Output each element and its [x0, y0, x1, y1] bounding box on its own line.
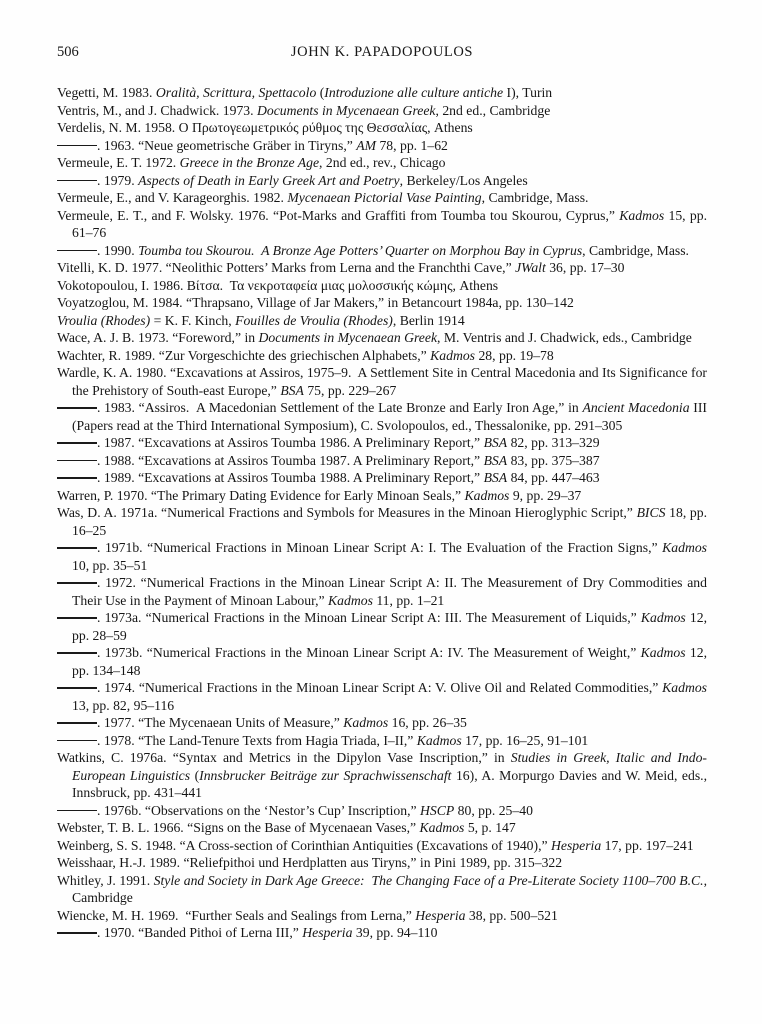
entry-text: 75, pp. 229–267 [303, 382, 397, 398]
entry-title-italic: Kadmos [640, 645, 686, 660]
entry-text: ( [190, 767, 200, 783]
bibliography-entry [57, 242, 707, 260]
entry-text: Vitelli, K. D. 1977. “Neolithic Potters’ Marks from Lerna and the Franchthi Cave,” [57, 260, 516, 275]
entry-title-italic: Ancient Macedonia [582, 400, 690, 415]
repeated-author-dash [57, 407, 97, 409]
repeated-author-dash [57, 740, 97, 742]
entry-title-italic: Kadmos [343, 715, 389, 730]
entry-text: Wiencke, M. H. 1969. “Further Seals and Sealings from Lerna,” [57, 907, 416, 923]
entry-text: . 1979. [97, 172, 139, 188]
entry-title-italic: Kadmos [619, 207, 665, 223]
bibliography-entry [57, 469, 707, 487]
bibliography-entry [57, 119, 707, 137]
repeated-author-dash [57, 250, 97, 252]
entry-title-italic: Hesperia [302, 925, 353, 940]
bibliography-entry [57, 487, 707, 505]
entry-title-italic: Fouilles de Vroulia (Rhodes) [235, 312, 393, 328]
repeated-author-dash [57, 145, 97, 147]
bibliography-entry [57, 102, 707, 120]
repeated-author-dash [57, 582, 97, 584]
entry-text: , 2nd ed., Cambridge [435, 102, 551, 118]
entry-title-italic: Greece in the Bronze Age [179, 155, 320, 170]
bibliography-entry [57, 434, 707, 452]
entry-text: 17, pp. 16–25, 91–101 [461, 732, 589, 748]
bibliography-entry [57, 504, 707, 539]
entry-text: Weinberg, S. S. 1948. “A Cross-section of Corinthian Antiquities (Excavations of 1940),” [57, 837, 551, 853]
entry-title-italic: JWalt [515, 260, 546, 275]
entry-text: . 1978. “The Land-Tenure Texts from Hagia Triada, I–II,” [97, 732, 417, 748]
entry-text: 36, pp. 17–30 [545, 260, 625, 275]
bibliography-entry [57, 609, 707, 644]
entry-text: 39, pp. 94–110 [352, 925, 438, 940]
entry-text: , Berkeley/Los Angeles [399, 172, 528, 188]
entry-title-italic: HSCP [420, 802, 455, 818]
repeated-author-dash [57, 547, 97, 549]
entry-text: 12, pp. 134–148 [72, 645, 707, 678]
repeated-author-dash [57, 722, 97, 724]
entry-text: 82, pp. 313–329 [507, 435, 600, 450]
entry-text: 13, pp. 82, 95–116 [72, 697, 175, 713]
bibliography-entry [57, 172, 707, 190]
bibliography-entry [57, 329, 707, 347]
entry-text: , Cambridge, Mass. [481, 190, 589, 205]
entry-title-italic: Kadmos [419, 820, 465, 835]
bibliography-entry [57, 347, 707, 365]
entry-text: , M. Ventris and J. Chadwick, eds., Cambridge [437, 330, 692, 345]
entry-text: 16, pp. 26–35 [388, 715, 467, 730]
entry-title-italic: Style and Society in Dark Age Greece: The Changing Face of a Pre-Literate Society 1100–700 B.C. [153, 872, 704, 888]
entry-text: 84, pp. 447–463 [507, 470, 600, 485]
entry-text: 10, pp. 35–51 [72, 557, 148, 573]
bibliography-entry [57, 154, 707, 172]
entry-text: 38, pp. 500–521 [465, 907, 558, 923]
bibliography-entry [57, 679, 707, 714]
entry-text: 18, pp. 16–25 [72, 505, 708, 538]
entry-title-italic: Mycenaean Pictorial Vase Painting [287, 190, 482, 205]
entry-text: 5, p. 147 [464, 820, 516, 835]
entry-title-italic: Kadmos [430, 347, 476, 363]
entry-text: Vermeule, E., and V. Karageorghis. 1982. [57, 190, 288, 205]
entry-title-italic: Kadmos [662, 680, 707, 695]
entry-title-italic: Aspects of Death in Early Greek Art and Poetry [138, 172, 400, 188]
bibliography-entry [57, 714, 707, 732]
bibliography-entry [57, 189, 707, 207]
entry-text: . 1974. “Numerical Fractions in the Minoan Linear Script A: V. Olive Oil and Related Commodities,” [97, 680, 663, 695]
entry-title-italic: BSA [483, 435, 508, 450]
bibliography-entry [57, 732, 707, 750]
entry-title-italic: Oralità, Scrittura, Spettacolo [155, 85, 317, 100]
entry-title-italic: Documents in Mycenaean Greek [258, 330, 438, 345]
entry-text: Vermeule, E. T., and F. Wolsky. 1976. “Pot-Marks and Graffiti from Toumba tou Skourou, Cyprus,” [57, 207, 620, 223]
entry-text: . 1972. “Numerical Fractions in the Minoan Linear Script A: II. The Measurement of Dry Commodities and Their Use in the Payment of Minoan Labour,” [72, 575, 707, 608]
entry-text: , 2nd ed., rev., Chicago [319, 155, 446, 170]
entry-text: Ventris, M., and J. Chadwick. 1973. [57, 102, 257, 118]
entry-text: , Berlin 1914 [392, 312, 465, 328]
page-header [57, 44, 707, 62]
page-number: 506 [57, 44, 79, 60]
entry-text: . 1963. “Neue geometrische Gräber in Tiryns,” [97, 137, 357, 153]
entry-text: . 1976b. “Observations on the ‘Nestor’s Cup’ Inscription,” [97, 802, 420, 818]
entry-title-italic: Kadmos [328, 592, 373, 608]
repeated-author-dash [57, 617, 97, 619]
repeated-author-dash [57, 810, 97, 812]
entry-text: 15, pp. 61–76 [72, 207, 708, 240]
entry-text: Wachter, R. 1989. “Zur Vorgeschichte des griechischen Alphabets,” [57, 347, 431, 363]
entry-text: , Cambridge [72, 872, 707, 905]
entry-text: Vegetti, M. 1983. [57, 85, 156, 100]
entry-text: Was, D. A. 1971a. “Numerical Fractions and Symbols for Measures in the Minoan Hieroglyphic Script,” [57, 505, 637, 520]
entry-text: Webster, T. B. L. 1966. “Signs on the Base of Mycenaean Vases,” [57, 820, 420, 835]
entry-title-italic: AM [356, 137, 377, 153]
entry-text: . 1990. [97, 242, 139, 258]
bibliography-entry [57, 539, 707, 574]
entry-text: Wardle, K. A. 1980. “Excavations at Assiros, 1975–9. A Settlement Site in Central Macedonia and Its Significance for the Prehistory of South-east Europe,” [57, 365, 707, 398]
entry-text: . 1983. “Assiros. A Macedonian Settlement of the Late Bronze and Early Iron Age,” in [97, 400, 583, 415]
entry-text: 80, pp. 25–40 [454, 802, 533, 818]
bibliography-entry [57, 802, 707, 820]
bibliography-entry [57, 84, 707, 102]
bibliography-entry [57, 749, 707, 802]
entry-title-italic: Kadmos [640, 610, 686, 625]
entry-text: . 1988. “Excavations at Assiros Toumba 1987. A Preliminary Report,” [97, 452, 484, 468]
bibliography-entry [57, 854, 707, 872]
entry-title-italic: BSA [483, 470, 508, 485]
bibliography-entry [57, 452, 707, 470]
entry-title-italic: BICS [636, 505, 666, 520]
entry-text: 9, pp. 29–37 [509, 487, 582, 503]
entry-text: . 1971b. “Numerical Fractions in Minoan Linear Script A: I. The Evaluation of the Fraction Signs,” [97, 540, 663, 555]
entry-title-italic: Hesperia [415, 907, 466, 923]
repeated-author-dash [57, 460, 97, 462]
bibliography-entry [57, 259, 707, 277]
entry-text: 11, pp. 1–21 [372, 592, 445, 608]
bibliography-entry [57, 574, 707, 609]
entry-text: . 1977. “The Mycenaean Units of Measure,” [97, 715, 344, 730]
entry-title-italic: Innsbrucker Beiträge zur Sprachwissenschaft [199, 767, 452, 783]
entry-text: = K. F. Kinch, [150, 312, 236, 328]
entry-text: Verdelis, N. M. 1958. Ο Πρωτογεωμετρικός ρύθμος της Θεσσαλίας, Athens [57, 120, 473, 135]
entry-text: . 1989. “Excavations at Assiros Toumba 1988. A Preliminary Report,” [97, 470, 484, 485]
entry-text: 16), A. Morpurgo Davies and W. Meid, eds., Innsbruck, pp. 431–441 [72, 767, 708, 800]
entry-text: . 1973b. “Numerical Fractions in the Minoan Linear Script A: IV. The Measurement of Weight,” [97, 645, 641, 660]
bibliography-entry [57, 837, 707, 855]
repeated-author-dash [57, 932, 97, 934]
entry-title-italic: Documents in Mycenaean Greek [256, 102, 436, 118]
entry-text: . 1970. “Banded Pithoi of Lerna III,” [97, 925, 303, 940]
entry-title-italic: Introduzione alle culture antiche [324, 85, 504, 100]
entry-title-italic: BSA [280, 382, 304, 398]
entry-text: Wace, A. J. B. 1973. “Foreword,” in [57, 330, 259, 345]
entry-text: Vermeule, E. T. 1972. [57, 155, 180, 170]
entry-title-italic: Kadmos [416, 732, 462, 748]
repeated-author-dash [57, 687, 97, 689]
entry-title-italic: Studies in Greek, Italic and Indo-European Linguistics [72, 750, 707, 783]
repeated-author-dash [57, 180, 97, 182]
entry-text: 12, pp. 28–59 [72, 610, 708, 643]
entry-title-italic: Kadmos [464, 487, 510, 503]
entry-text: 83, pp. 375–387 [507, 452, 600, 468]
bibliography-entry [57, 207, 707, 242]
entry-title-italic: Hesperia [551, 837, 602, 853]
bibliography-entry [57, 312, 707, 330]
bibliography-entry [57, 294, 707, 312]
bibliography-entry [57, 644, 707, 679]
bibliography-entry [57, 364, 707, 399]
entry-title-italic: Toumba tou Skourou. A Bronze Age Potters’ Quarter on Morphou Bay in Cyprus [138, 242, 583, 258]
entry-text: Watkins, C. 1976a. “Syntax and Metrics in the Dipylon Vase Inscription,” in [57, 750, 511, 765]
entry-title-italic: Kadmos [662, 540, 707, 555]
entry-text: ( [316, 85, 325, 100]
repeated-author-dash [57, 477, 97, 479]
running-head: JOHN K. PAPADOPOULOS [290, 44, 474, 60]
entry-text: Whitley, J. 1991. [57, 872, 154, 888]
entry-text: , Cambridge, Mass. [582, 242, 689, 258]
entry-text: 28, pp. 19–78 [475, 347, 554, 363]
entry-text: I), Turin [503, 85, 553, 100]
entry-title-italic: BSA [483, 452, 508, 468]
entry-text: Weisshaar, H.-J. 1989. “Reliefpithoi und Herdplatten aus Tiryns,” in Pini 1989, pp. 315–322 [57, 855, 563, 870]
repeated-author-dash [57, 442, 97, 444]
entry-text: 78, pp. 1–62 [376, 137, 448, 153]
entry-title-italic: Vroulia (Rhodes) [57, 312, 151, 328]
bibliography-entry [57, 872, 707, 907]
bibliography-entry [57, 924, 707, 942]
entry-text: Warren, P. 1970. “The Primary Dating Evidence for Early Minoan Seals,” [57, 487, 465, 503]
bibliography-entry [57, 907, 707, 925]
bibliography-entry [57, 277, 707, 295]
bibliography-list [57, 84, 707, 942]
bibliography-entry [57, 399, 707, 434]
entry-text: . 1987. “Excavations at Assiros Toumba 1986. A Preliminary Report,” [97, 435, 484, 450]
bibliography-entry [57, 819, 707, 837]
entry-text: 17, pp. 197–241 [601, 837, 694, 853]
entry-text: Voyatzoglou, M. 1984. “Thrapsano, Village of Jar Makers,” in Betancourt 1984a, pp. 130–142 [57, 295, 574, 310]
entry-text: . 1973a. “Numerical Fractions in the Minoan Linear Script A: III. The Measurement of Liquids,” [97, 610, 641, 625]
entry-text: III (Papers read at the Third International Symposium), C. Svolopoulos, ed., Thessalonike, pp. 291–305 [72, 400, 707, 433]
repeated-author-dash [57, 652, 97, 654]
bibliography-entry [57, 137, 707, 155]
entry-text: Vokotopoulou, I. 1986. Βίτσα. Τα νεκροταφεία μιας μολοσσικής κώμης, Athens [57, 277, 499, 293]
